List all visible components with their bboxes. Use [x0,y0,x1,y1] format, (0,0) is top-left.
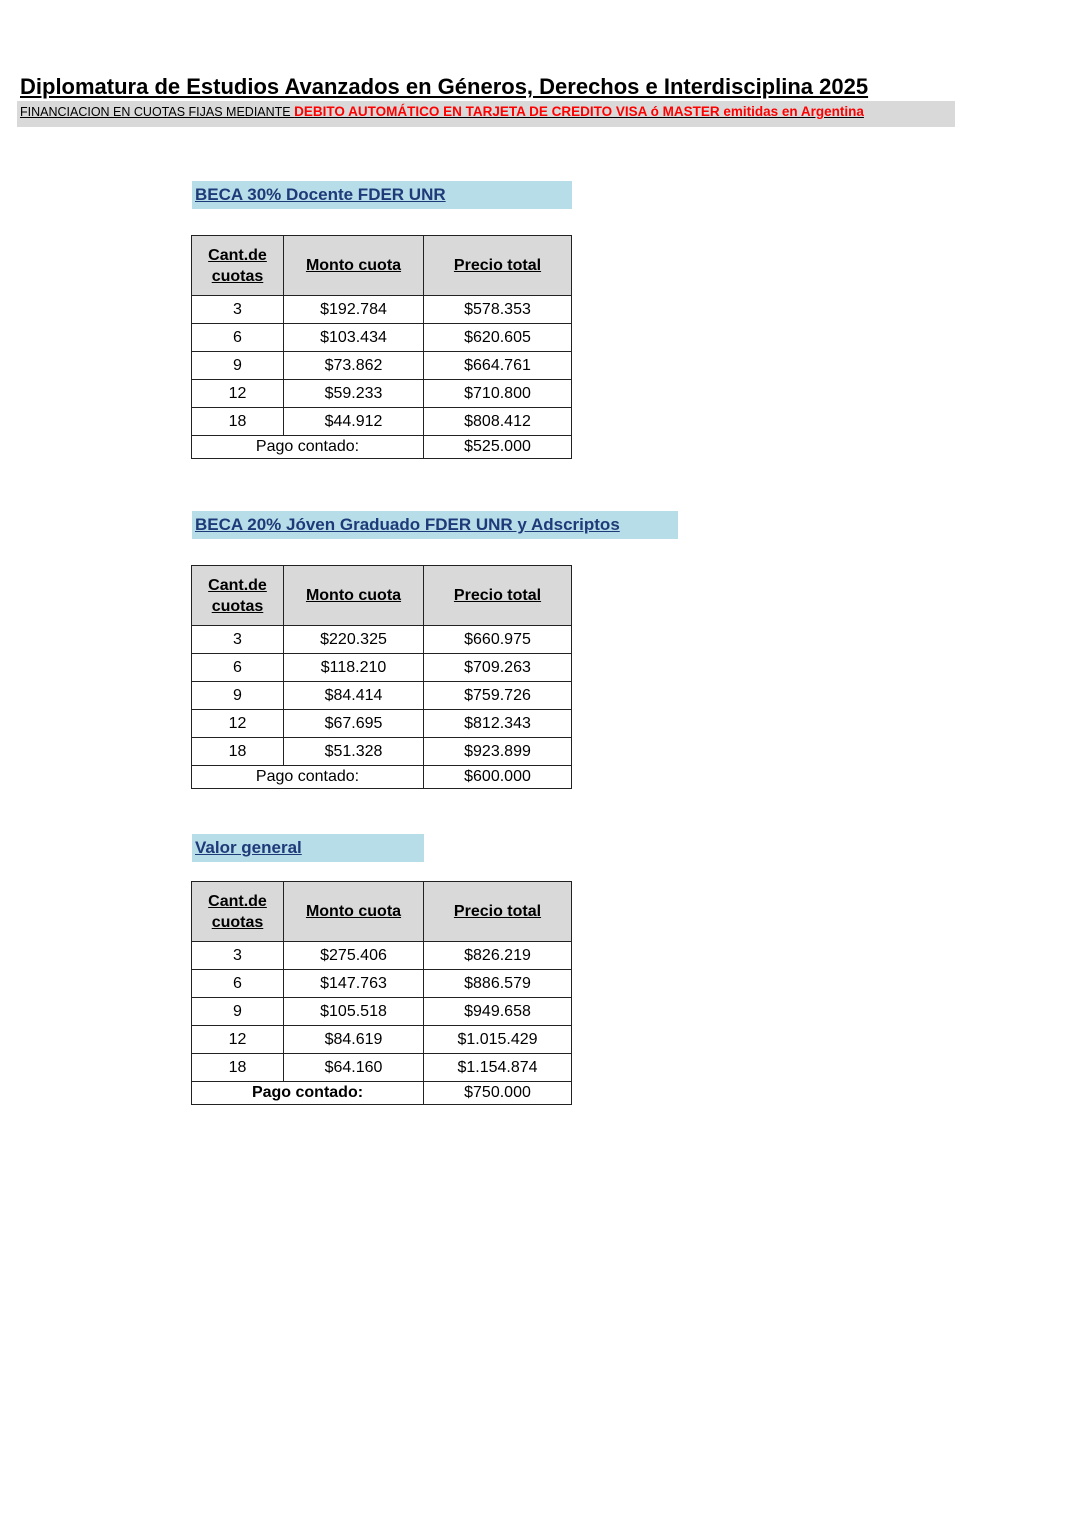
table-row [192,970,572,998]
table-row [192,296,572,324]
header-cantidad-cuotas: Cant.de cuotas [192,882,284,942]
table-header-row [192,566,572,626]
section-heading-label: BECA 20% Jóven Graduado FDER UNR y Adscriptos [195,515,620,534]
section-heading-valor-general [192,834,424,862]
table-row [192,738,572,766]
cuotas-cell: 3 [192,942,284,970]
pago-contado-label: Pago contado: [192,436,424,459]
installments-table-valor-general [191,881,572,1105]
pago-contado-value: $600.000 [424,766,572,789]
document-title: Diplomatura de Estudios Avanzados en Géneros, Derechos e Interdisciplina 2025 [20,74,869,99]
table-row [192,380,572,408]
precio-cell: $709.263 [424,654,572,682]
header-precio-total: Precio total [424,882,572,942]
pago-contado-row [192,1082,572,1105]
precio-cell: $710.800 [424,380,572,408]
table-header-row [192,882,572,942]
cuotas-cell: 3 [192,296,284,324]
monto-cell: $64.160 [284,1054,424,1082]
table-row [192,682,572,710]
header-monto-cuota: Monto cuota [284,566,424,626]
header-precio-total: Precio total [424,236,572,296]
pago-contado-row [192,766,572,789]
pago-contado-value: $525.000 [424,436,572,459]
table-header-row [192,236,572,296]
section-heading-beca-30 [192,181,572,209]
pago-contado-label: Pago contado: [192,1082,424,1105]
monto-cell: $84.414 [284,682,424,710]
precio-cell: $826.219 [424,942,572,970]
monto-cell: $44.912 [284,408,424,436]
cuotas-cell: 9 [192,998,284,1026]
cuotas-cell: 6 [192,970,284,998]
subtitle-highlight-text: DEBITO AUTOMÁTICO EN TARJETA DE CREDITO VISA ó MASTER emitidas en Argentina [294,104,864,119]
precio-cell: $949.658 [424,998,572,1026]
precio-cell: $808.412 [424,408,572,436]
monto-cell: $67.695 [284,710,424,738]
header-precio-total: Precio total [424,566,572,626]
table-row [192,1026,572,1054]
monto-cell: $192.784 [284,296,424,324]
precio-cell: $759.726 [424,682,572,710]
monto-cell: $84.619 [284,1026,424,1054]
subtitle-normal-text: FINANCIACION EN CUOTAS FIJAS MEDIANTE [20,105,295,119]
cuotas-cell: 18 [192,1054,284,1082]
cuotas-cell: 12 [192,380,284,408]
table-row [192,408,572,436]
installments-table-beca-30 [191,235,572,459]
cuotas-cell: 9 [192,682,284,710]
section-heading-beca-20 [192,511,678,539]
precio-cell: $664.761 [424,352,572,380]
cuotas-cell: 3 [192,626,284,654]
monto-cell: $118.210 [284,654,424,682]
monto-cell: $220.325 [284,626,424,654]
pago-contado-label: Pago contado: [192,766,424,789]
financing-subtitle-bar [17,101,955,127]
table-row [192,654,572,682]
header-monto-cuota: Monto cuota [284,236,424,296]
table-row [192,1054,572,1082]
table-row [192,710,572,738]
pago-contado-value: $750.000 [424,1082,572,1105]
header-monto-cuota: Monto cuota [284,882,424,942]
precio-cell: $1.015.429 [424,1026,572,1054]
precio-cell: $812.343 [424,710,572,738]
cuotas-cell: 6 [192,654,284,682]
cuotas-cell: 12 [192,710,284,738]
cuotas-cell: 9 [192,352,284,380]
table-row [192,626,572,654]
pago-contado-row [192,436,572,459]
monto-cell: $51.328 [284,738,424,766]
section-heading-label: BECA 30% Docente FDER UNR [195,185,446,204]
monto-cell: $59.233 [284,380,424,408]
header-cantidad-cuotas: Cant.de cuotas [192,236,284,296]
cuotas-cell: 12 [192,1026,284,1054]
monto-cell: $103.434 [284,324,424,352]
precio-cell: $923.899 [424,738,572,766]
table-row [192,942,572,970]
monto-cell: $73.862 [284,352,424,380]
precio-cell: $1.154.874 [424,1054,572,1082]
precio-cell: $578.353 [424,296,572,324]
monto-cell: $147.763 [284,970,424,998]
precio-cell: $886.579 [424,970,572,998]
section-heading-label: Valor general [195,838,302,857]
precio-cell: $660.975 [424,626,572,654]
cuotas-cell: 18 [192,738,284,766]
table-row [192,324,572,352]
header-cantidad-cuotas: Cant.de cuotas [192,566,284,626]
monto-cell: $105.518 [284,998,424,1026]
table-row [192,352,572,380]
table-row [192,998,572,1026]
cuotas-cell: 6 [192,324,284,352]
financing-subtitle [20,104,864,119]
monto-cell: $275.406 [284,942,424,970]
cuotas-cell: 18 [192,408,284,436]
precio-cell: $620.605 [424,324,572,352]
installments-table-beca-20 [191,565,572,789]
